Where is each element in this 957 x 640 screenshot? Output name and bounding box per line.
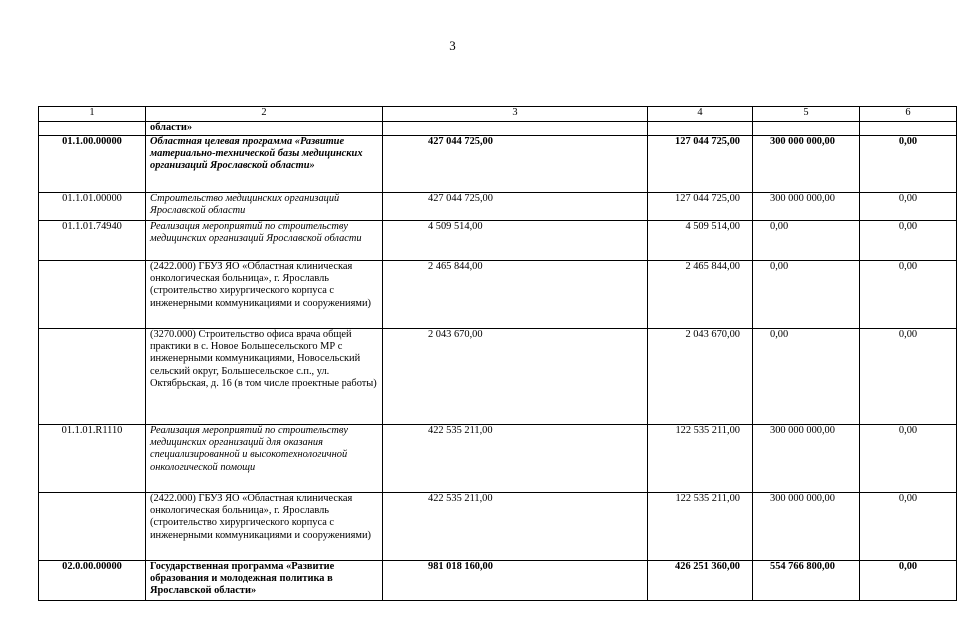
column-header: 3 [383, 107, 648, 122]
row-code: 01.1.00.00000 [39, 136, 146, 193]
row-name: (2422.000) ГБУЗ ЯО «Областная клиническая онкологическая больница», г. Ярославль (строительство хирургического корпуса с инженерными коммуникациями и сооружениями) [146, 493, 383, 561]
row-value-5: 300 000 000,00 [753, 136, 860, 193]
row-name: (2422.000) ГБУЗ ЯО «Областная клиническая онкологическая больница», г. Ярославль (строительство хирургического корпуса с инженерными коммуникациями и сооружениями) [146, 261, 383, 329]
row-code: 01.1.01.R1110 [39, 425, 146, 493]
row-code [39, 122, 146, 136]
row-code: 01.1.01.00000 [39, 193, 146, 221]
row-name: Строительство медицинских организаций Ярославской области [146, 193, 383, 221]
column-header: 6 [860, 107, 957, 122]
row-value-3: 981 018 160,00 [383, 561, 648, 601]
row-value-3: 422 535 211,00 [383, 425, 648, 493]
table-row [39, 193, 957, 221]
row-value-4: 2 465 844,00 [648, 261, 753, 329]
row-value-4: 127 044 725,00 [648, 136, 753, 193]
row-value-6: 0,00 [860, 221, 957, 261]
table-header-row [39, 107, 957, 122]
column-header: 1 [39, 107, 146, 122]
row-value-5: 0,00 [753, 261, 860, 329]
row-name: области» [146, 122, 383, 136]
row-name: Государственная программа «Развитие образования и молодежная политика в Ярославской области» [146, 561, 383, 601]
row-value-5: 300 000 000,00 [753, 193, 860, 221]
column-header: 4 [648, 107, 753, 122]
row-value-3: 427 044 725,00 [383, 193, 648, 221]
row-value-4: 2 043 670,00 [648, 329, 753, 425]
row-value-6: 0,00 [860, 261, 957, 329]
row-value-5 [753, 122, 860, 136]
row-value-4: 127 044 725,00 [648, 193, 753, 221]
table-row [39, 221, 957, 261]
row-value-6: 0,00 [860, 193, 957, 221]
row-value-4: 122 535 211,00 [648, 425, 753, 493]
table-row [39, 122, 957, 136]
row-value-6: 0,00 [860, 561, 957, 601]
row-code [39, 329, 146, 425]
table-row [39, 329, 957, 425]
row-value-6: 0,00 [860, 493, 957, 561]
table-row [39, 261, 957, 329]
row-name: Реализация мероприятий по строительству медицинских организаций для оказания специализированной и высокотехнологичной онкологической помощи [146, 425, 383, 493]
row-value-6: 0,00 [860, 329, 957, 425]
row-value-5: 300 000 000,00 [753, 425, 860, 493]
row-name: Областная целевая программа «Развитие материально-технической базы медицинских организаций Ярославской области» [146, 136, 383, 193]
row-name: Реализация мероприятий по строительству медицинских организаций Ярославской области [146, 221, 383, 261]
row-value-6: 0,00 [860, 136, 957, 193]
row-code [39, 261, 146, 329]
row-value-3: 422 535 211,00 [383, 493, 648, 561]
row-value-3: 2 043 670,00 [383, 329, 648, 425]
row-code: 02.0.00.00000 [39, 561, 146, 601]
row-value-4: 4 509 514,00 [648, 221, 753, 261]
row-value-3: 2 465 844,00 [383, 261, 648, 329]
row-value-5: 554 766 800,00 [753, 561, 860, 601]
row-value-6: 0,00 [860, 425, 957, 493]
row-value-4 [648, 122, 753, 136]
column-header: 5 [753, 107, 860, 122]
row-value-4: 122 535 211,00 [648, 493, 753, 561]
row-code [39, 493, 146, 561]
page-number: 3 [449, 38, 456, 53]
row-value-4: 426 251 360,00 [648, 561, 753, 601]
table-row [39, 561, 957, 601]
column-header: 2 [146, 107, 383, 122]
row-value-5: 0,00 [753, 329, 860, 425]
table-row [39, 493, 957, 561]
budget-table [38, 106, 957, 601]
row-name: (3270.000) Строительство офиса врача общей практики в с. Новое Большесельского МР с инженерными коммуникациями, Новосельский сельский округ, Большесельское с.п., ул. Октябрьская, д. 16 (в том числе проектные работы) [146, 329, 383, 425]
table-row [39, 425, 957, 493]
row-value-6 [860, 122, 957, 136]
row-value-5: 300 000 000,00 [753, 493, 860, 561]
table-row [39, 136, 957, 193]
row-value-5: 0,00 [753, 221, 860, 261]
row-code: 01.1.01.74940 [39, 221, 146, 261]
row-value-3 [383, 122, 648, 136]
row-value-3: 427 044 725,00 [383, 136, 648, 193]
row-value-3: 4 509 514,00 [383, 221, 648, 261]
